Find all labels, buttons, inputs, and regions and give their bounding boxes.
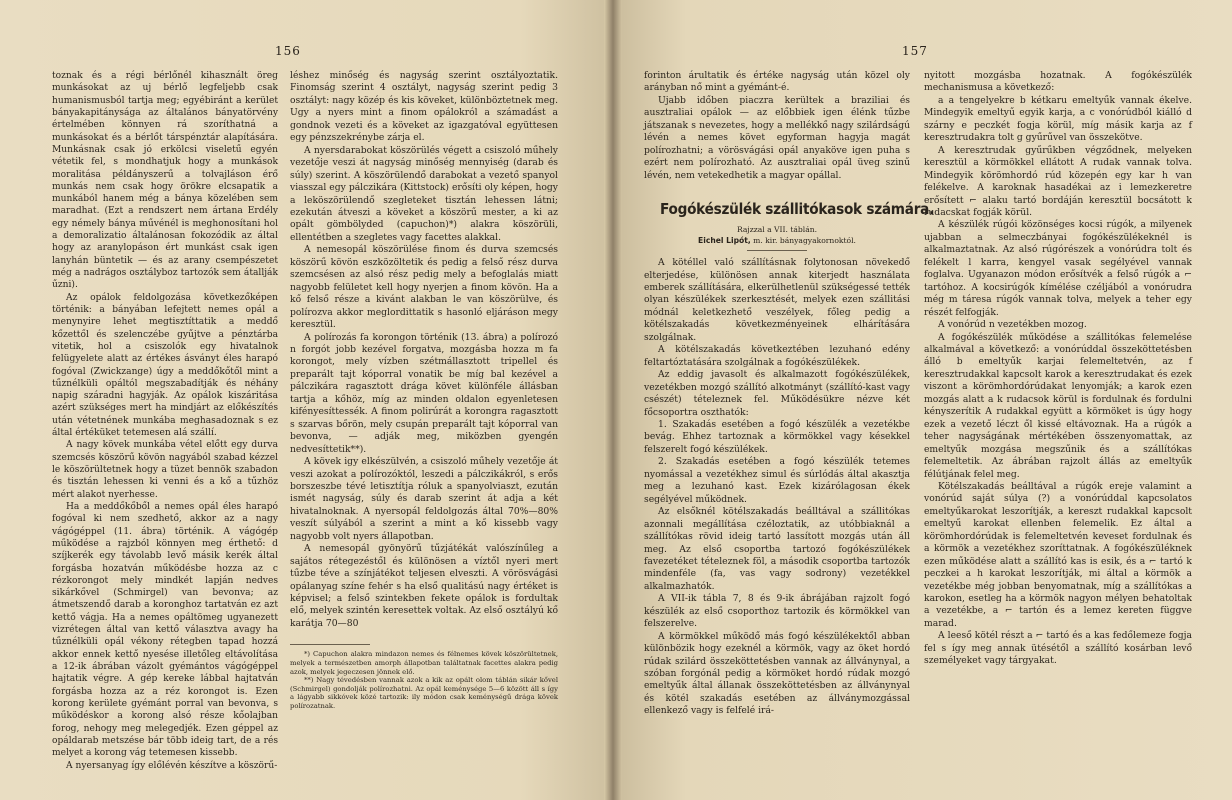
paragraph: Kötélszakadás beálltával a rúgók ereje valamint a vonórúd saját súlya (?) a vonórúddal kapcsolatos emeltyűkarokat leszorítják, a kereszt rudakkal kapcsolt emeltyű karokat ellenben felemelik. Ez által a körömhordórúdak is felemeltetvén keveset fordulnak és a körmök a vezetékhez szoríttatnak. A fogókészüléknek ezen működése alatt a szállító kas is esik, és a ⌐ tartó k peczkei a h karokat leszorítják, mi által a körmök a vezetékbe még jobban benyomatnak, míg a szállítókas a karokon, esetleg ha a körmök nagyon mélyen behatoltak a vezetékbe, a ⌐ tartón és a lemez kereten függve marad. — [924, 480, 1192, 629]
paragraph: A nyersdarabokat köszörülés végett a csiszoló műhely vezetője veszi át nagyság minőség mennyiség (darab és súly) szerint. A köszörülendő darabokat a vezető spanyol viasszal egy pálczikára (Kittstock) erősíti oly képen, hogy a leköszörülendő szegleteket tisztán lehessen látni; ezekután átveszi a köveket a köszörű mester, a ki az opált gömbölyded (capuchon)*) alakra köszörüli, ellentétben a szegletes vagy facettes alakkal. — [290, 144, 558, 243]
paragraph: A nyersanyag így előlévén készítve a köszörű- — [66, 760, 278, 771]
paragraph: A körmökkel működő más fogó készülékektől abban különbözik hogy ezeknél a körmök, vagy az öket hordó rúdak szilárd összeköttetésben vannak az állványnyal, a szóban forgónál pedig a körmöket hordó rúdak mozgó emeltyűk által állanak összeköttetésben az állványnyal és kötél szakadás esetében az állványmozgással ellenkező vagy is felfelé irá- — [644, 630, 910, 717]
paragraph: léshez minőség és nagyság szerint osztályoztatik. Finomság szerint 4 osztályt, nagyság szerint pedig 3 osztályt: nagy közép és kis köveket, különböztetnek meg. Ugy a nyers mint a finom opálokról a számadást a gondnok vezeti és a köveket az igazgatóval együttesen egy pénzszekrénybe zárja el. — [290, 70, 558, 144]
paragraph: Az eddig javasolt és alkalmazott fogókészülékek, vezetékben mozgó szállító alkotmányt (szállító-kast vagy csészét) tételeznek fel. Működésükre nézve két főcsoportra oszthatók: — [644, 369, 910, 418]
page-number: 157 — [902, 44, 928, 58]
footnote: *) Capuchon alakra mindazon nemes és félnemes kövek köszörültetnek, melyek a természetben amorph állapotban találtatnak facettes alakra pedig azok, melyek jegeczesen jönnek elő. — [290, 650, 558, 676]
book-gutter — [604, 0, 622, 800]
paragraph: A kövek igy elkészülvén, a csiszoló műhely vezetője át veszi azokat a polírozóktól, leszedi a pálczikákról, s erős borszeszbe tévé letisztítja róluk a spanyolviaszt, ezután ismét nagyság, súly és darab szerint át adja a két hivatalnoknak. A nyersopál feldolgozás által 70%—80% veszít súlyából a szerint a mint a kő kissebb vagy nagyobb volt nyers állapotban. — [290, 456, 558, 542]
paragraph: A VII-ik tábla 7, 8 és 9-ik ábrájában rajzolt fogó készülék az első csoporthoz tartozik és körmökkel van felszerelve. — [644, 593, 910, 630]
article-subtitle: Rajzzal a VII. táblán. — [736, 225, 818, 235]
right-page — [612, 0, 1232, 800]
divider — [747, 250, 807, 251]
paragraph: Az opálok feldolgozása következőképen történik: a bányában lefejtett nemes opál a menynyire lehet megtisztíttatik a meddő kőzettől és szelenczébe gyűjtve a pénztárba vitetik, hol a csiszolók egy hivatalnok felügyelete alatt az értékes ásványt éles harapó fogóval (Zwickzange) úgy a meddőkőtől mint a tűznélküli opáltól megszabadítják és néhány napig száradni hagyják. Az opálok kiszáritása azért szükséges mert ha mindjárt az előkészítés után vétetnének munkába meghasadoznak s ez által értéküket tetemesen alá szállí. — [52, 292, 278, 439]
paragraph: nyitott mozgásba hozatnak. A fogókészülék mechanismusa a következő: — [924, 70, 1192, 94]
right-column-2 — [924, 70, 1192, 668]
page-number: 156 — [275, 44, 301, 58]
paragraph: Ha a meddőkőből a nemes opál éles harapó fogóval ki nem szedhető, akkor az a nagy vágógéppel (11. ábra) történik. A vágógép működése a rajzból könnyen meg érthető: d szíjkerék egy távolabb levő másik kerék által forgásba hozatván működésbe hozza az c rézkorongot mely mindkét lapján nedves sikárkővel (Schmirgel) van bevonva; az átmetszendő darab a koronghoz tartatván ez azt kettő vágja. Ha a nemes opáltömeg ugyanezett vizrétegen által van kettő választva avagy ha tűznélküli opál vékony rétegben tapad hozzá akkor ennek kettő nyesése illetőleg eltávolítása a 12-ik ábrában vázolt gyémántos vágógéppel hajtatik végre. A gép kereke lábbal hajtatván forgásba hozza az a réz korongot is. Ezen korong kerülete gyémánt porral van bevonva, s működéskor a korong alsó része kőolajban forog, nehogy meg melegedjék. Ezen géppel az opáldarab metszése bár több ideig tart, de a rés melyet a korong vág tetemesen kissebb. — [52, 501, 278, 759]
paragraph: 2. Szakadás esetében a fogó készülék tetemes nyomással a vezetékhez simul és súrlódás által akasztja meg a lezuhanó kast. Ezek kizárólagosan ékek segélyével működnek. — [644, 456, 910, 505]
paragraph: A nemesopál gyönyörű tűzjátékát valószínűleg a sajátos rétegezéstől és különösen a víztől nyeri mert tűzbe téve a színjátékot teljesen elveszti. A vörösvágási opálanyag színe fehér s ha első qualitású nagy értéket is képvisel; a felső szintekben fekete opálok is fordultak elő, melyek szintén keresettek voltak. Az első osztályú kő karátja 70—80 — [290, 543, 558, 629]
left-column-2 — [290, 70, 558, 711]
paragraph: Ujabb időben piaczra kerültek a braziliai és ausztraliai opálok — az előbbiek igen élénk tűzbe játszanak s nevezetes, hogy a mellékkő nagy szilárdságú lévén a nemes követ egyforman hagyja magát polírozhatni; a vörösvágási opál anyaköve igen puha s ezért nem polírozható. Az ausztraliai opál üveg szinű lévén, nem vetekedhetik a magyar opállal. — [644, 94, 910, 181]
paragraph: A nemesopál köszörülése finom és durva szemcsés köszörű kövön eszközöltetik és pedig a felső rész durva szemcsésen az alsó rész pedig mely a befoglalás miatt nagyobb felületet kell hogy nyerjen a finom kövön. Ha a kő felső része a kivánt alakban le van köszörülve, és polírozva akkor meglordittatik s hasonló eljáráson megy keresztül. — [290, 244, 558, 331]
paragraph: A kötélszakadás következtében lezuhanó edény feltartóztatására szolgálnak a fogókészülékek. — [644, 344, 910, 368]
paragraph: toznak és a régi bérlőnél kihasznált öreg munkásokat az uj bérlő legfeljebb csak humanismusból tartja meg; egyébiránt a kerület bányakapitánysága az általános bányatörvény értelmében könnyen rá szoríthatná a munkásokat és a bérlőt társpénztár alapítására. Munkásnak csak jó erkölcsi viseletű egyén vétetik fel, s mondhatjuk hogy a munkások moralitása példányszerű a tolvajláson érő munkás nem csak hogy örökre elcsapatik a munkából hanem még a bánya közelében sem maradhat. (Ezt a rendszert nem ártana Erdély egy némely bánya művénél is meghonosítani hol a demoralizatio általánosan fokozódik az által hogy az aranylopáson ért munkást csak igen lanyhán büntetik — és az arany csempészetet még a nadrágos osztályboz tartozók sem átallják űzni). — [52, 71, 278, 291]
left-column-1 — [52, 70, 278, 772]
footnote: **) Nagy tévedésben vannak azok a kik az opált olom táblán sikár kővel (Schmirgel) gondolják polírozhatni. Az opál keménysége 5—6 között áll s így a lágyabb sikkóvek közé tartozik: ily módon csak keménységű drága kövek polírozatnak. — [290, 676, 558, 710]
paragraph: Az elsőknél kötélszakadás beálltával a szállitókas azonnali megállítása czéloztatik, az utóbbiaknál a szállítókas rövid ideig tartó lassított mozgás után áll meg. Az első csoportba tartozó fogókészülékek favezetéket tételeznek föl, a második csoportba tartozók mindenféle (fa, vas vagy sodrony) vezetékkel alkalmazhatók. — [644, 506, 910, 592]
paragraph: 1. Szakadás esetében a fogó készülék a vezetékbe bevág. Ehhez tartoznak a körmökkel vagy késekkel felszerelt fogó készülékek. — [644, 418, 910, 455]
right-column-1 — [644, 70, 935, 718]
paragraph: A vonórúd n vezetékben mozog. — [938, 319, 1087, 331]
paragraph: a a tengelyekre b kétkaru emeltyűk vannak ékelve. Mindegyik emeltyű egyik karja, a c vonórúdból kiálló d szárny e peczkét fogja körül, míg másik karja az f keresztrudakra tolt g gyűrűvel van összekötve. — [924, 94, 1192, 144]
paragraph: A polírozás fa korongon történik (13. ábra) a polírozó n forgót jobb kezével forgatva, mozgásba hozza m fa korongot, mely vízben szétmállasztott tripellel és preparált tajt kóporral vonatik be míg bal kezével a pálczikára ragasztott drága követ különféle állásban tartja a kőhöz, míg az minden oldalon egyenletesen kifényesíttessék. A finom polirúrát a korongra ragasztott s szarvas bőrön, mely csupán preparált tajt kóporral van bevonva, — adják meg, miközben gyengén nedvesíttetik**). — [290, 331, 558, 455]
footnote-rule — [290, 644, 370, 645]
paragraph: A fogókészülék működése a szállitókas felemelése alkalmával a következő: a vonórúddal összeköttetésben álló b emeltyűk karjai felemeltetvén, az f keresztrudakkal kapcsolt karok a keresztrudakat és ezek viszont a körömhordórúdakat lenyomják; a karok ezen mozgás alatt a k rudacsok körül is fordulnak és fordulni kényszerítik A rudakkal együtt a körmöket is úgy hogy ezek a vezető léczt ől kissé eltávoznak. Ha a rúgók a teher nagyságának mértékében összenyomattak, az emeltyűk mozgása megszűnik és a szállítókas felemeltetik. Az ábrában rajzolt állás az emeltyűk félútjának felel meg. — [924, 331, 1192, 480]
article-title: Fogókészülék szállitókasok számára. — [659, 200, 935, 219]
paragraph: forinton árultatik és értéke nagyság után közel oly arányban nő mint a gyémánt-é. — [644, 70, 910, 94]
paragraph: A leeső kötél részt a ⌐ tartó és a kas fedőlemeze fogja fel s így meg annak ütésétől a szállító kosárban levő személyeket vagy tárgyakat. — [924, 630, 1192, 667]
paragraph: A keresztrudak gyűrűkben végződnek, melyeken keresztül a körmökkel ellátott A rudak vannak tolva. Mindegyik körömhordó rúd közepén egy kar h van felékelve. A karoknak hasadékai az i lemezkeretre erősített ⌐ alaku tartó bordáján keresztül bocsátott k rudacskat fogják körül. — [924, 144, 1192, 218]
paragraph: A kötéllel való szállításnak folytonosan növekedő elterjedése, különösen annak kiterjedt használata emberek szállítására, elkerülhetlenül szükségessé tették olyan készülékek szerkesztését, melyek ezen szállitási módnál keletkezhető veszélyek, főleg pedig a kötélszakadás következményeinek elhárítására szolgálnak. — [644, 257, 910, 343]
paragraph: A készülék rúgói közönséges kocsi rúgók, a milyenek ujabban a selmeczbányai fogókészülékeknél is alkalmaztatnak. Az alsó rúgórészek a vonórúdra tolt és felékelt l karra, kengyel vasak segélyével vannak foglalva. Ugyanazon módon erősítvék a felső rúgók a ⌐ tartóhoz. A kocsirúgók kímélése czéljából a vonórudra még m táresa rúgók vannak tolva, melyek a teher egy részét felfogják. — [924, 219, 1192, 318]
paragraph: A nagy kövek munkába vétel előtt egy durva szemcsés köszörű kövön nagyából szabad kézzel le köszörültetnek hogy a tüzet bennök szabadon és tisztán lehessen ki venni és a kő a tűzhöz mért alakot nyerhesse. — [52, 440, 278, 500]
left-page — [0, 0, 612, 800]
article-author: Eichel Lipót, m. kir. bányagyakornoktól. — [698, 236, 856, 246]
